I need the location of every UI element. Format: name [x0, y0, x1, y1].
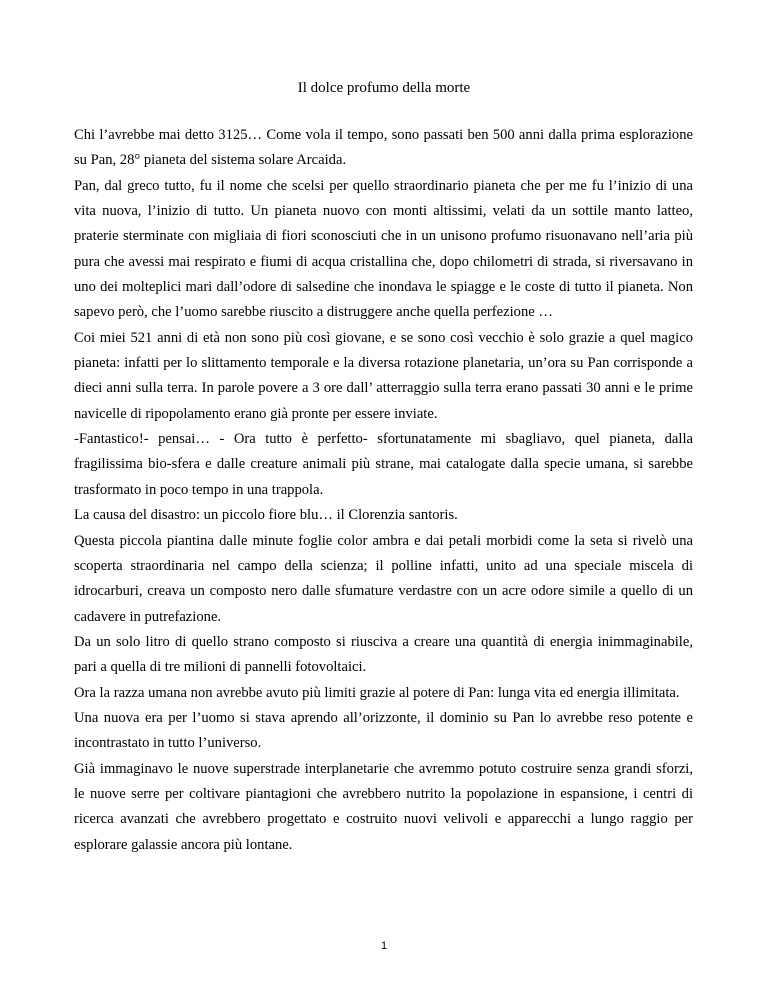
paragraph: La causa del disastro: un piccolo fiore blu… il Clorenzia santoris.	[74, 507, 458, 524]
paragraph: Chi l’avrebbe mai detto 3125… Come vola il tempo, sono passati ben 500 anni dalla prima esplorazione su Pan, 28° pianeta del sistema solare Arcaida.	[74, 127, 693, 169]
page-number: 1	[380, 940, 388, 952]
paragraph: Una nuova era per l’uomo si stava aprendo all’orizzonte, il dominio su Pan lo avrebbe reso potente e incontrastato in tutto l’universo.	[74, 709, 693, 752]
paragraph: Ora la razza umana non avrebbe avuto più limiti grazie al potere di Pan: lunga vita ed energia illimitata.	[74, 684, 680, 701]
paragraph: Coi miei 521 anni di età non sono più così giovane, e se sono così vecchio è solo grazie a quel magico pianeta: infatti per lo slittamento temporale e la diversa rotazione planetaria, un’ora su Pan corrisponde a dieci anni sulla terra. In parole povere a 3 ore dall’ atterraggio sulla terra erano passati 30 anni e le prime navicelle di ripopolamento erano già pronte per essere inviate.	[74, 329, 693, 422]
paragraph: Questa piccola piantina dalle minute foglie color ambra e dai petali morbidi come la seta si rivelò una scoperta straordinaria nel campo della scienza; il polline infatti, unito ad una speciale miscela di idrocarburi, creava un composto nero dalle sfumature verdastre con un acre odore simile a quello di un cadavere in putrefazione.	[74, 532, 693, 625]
paragraph: -Fantastico!- pensai… - Ora tutto è perfetto- sfortunatamente mi sbagliavo, quel pianeta, dalla fragilissima bio-sfera e dalle creature animali più strane, mai catalogate dalla specie umana, si sarebbe trasformato in poco tempo in una trappola.	[74, 431, 693, 498]
paragraph: Pan, dal greco tutto, fu il nome che scelsi per quello straordinario pianeta che per me fu l’inizio di una vita nuova, l’inizio di tutto. Un pianeta nuovo con monti altissimi, velati da un sottile manto latteo, praterie sterminate con migliaia di fiori sconosciuti che in un unisono profumo risuonavano nell’aria più pura che avessi mai respirato e fiumi di acqua cristallina che, dopo chilometri di strada, si riversavano in uno dei molteplici mari dall’odore di salsedine che inondava le spiagge e le coste di tutto il pianeta. Non sapevo però, che l’uomo sarebbe riuscito a distruggere anche quella perfezione …	[74, 177, 693, 321]
document-body	[74, 123, 693, 858]
paragraph: Da un solo litro di quello strano composto si riusciva a creare una quantità di energia inimmaginabile, pari a quella di tre milioni di pannelli fotovoltaici.	[74, 633, 693, 676]
paragraph: Già immaginavo le nuove superstrade interplanetarie che avremmo potuto costruire senza grandi sforzi, le nuove serre per coltivare piantagioni che avrebbero nutrito la popolazione in espansione, i centri di ricerca avanzati che avrebbero progettato e costruito nuovi velivoli e apparecchi a lungo raggio per esplorare galassie ancora più lontane.	[74, 760, 693, 853]
document-title: Il dolce profumo della morte	[297, 80, 471, 96]
